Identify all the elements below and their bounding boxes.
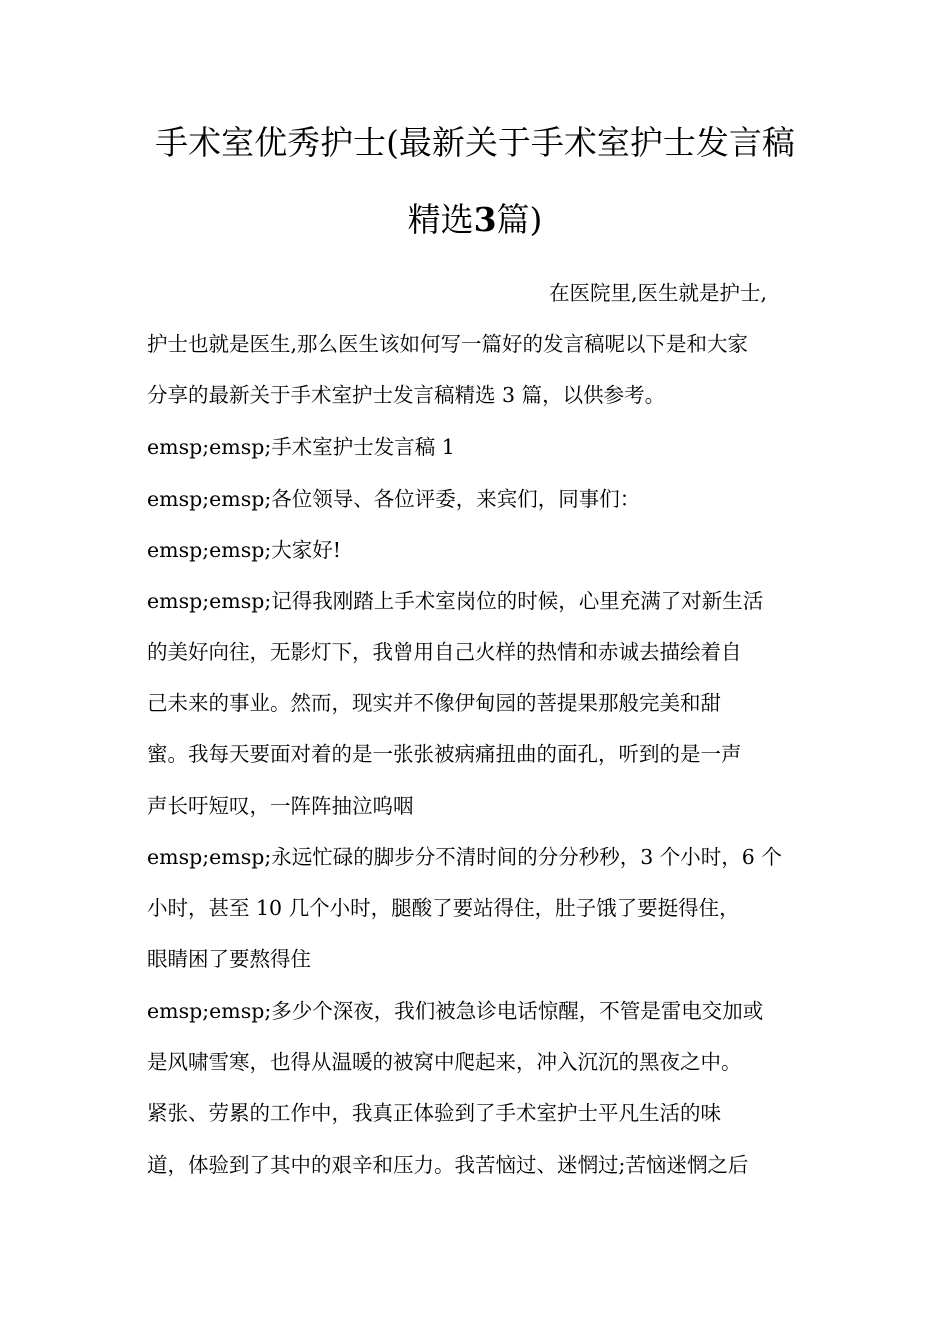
body-line: 小时，甚至 10 几个小时，腿酸了要站得住，肚子饿了要挺得住， (147, 896, 740, 920)
body-line: 在医院里,医生就是护士, (549, 281, 768, 305)
body-line: 护士也就是医生,那么医生该如何写一篇好的发言稿呢以下是和大家 (147, 332, 749, 356)
body-line: 眼睛困了要熬得住 (147, 947, 311, 971)
body-line: emsp;emsp;多少个深夜，我们被急诊电话惊醒，不管是雷电交加或 (147, 999, 764, 1023)
document-title-line-2 (120, 200, 830, 240)
document-title-line-1: 手术室优秀护士(最新关于手术室护士发言稿 (155, 123, 795, 162)
body-line: emsp;emsp;各位领导、各位评委，来宾们，同事们： (147, 487, 641, 511)
body-line: emsp;emsp;大家好! (147, 538, 341, 562)
body-line: 道，体验到了其中的艰辛和压力。我苦恼过、迷惘过;苦恼迷惘之后 (147, 1153, 749, 1177)
title-number: 3 (473, 200, 497, 239)
title-suffix: 篇) (496, 200, 543, 239)
body-line: emsp;emsp;永远忙碌的脚步分不清时间的分分秒秒，3 个小时，6 个 (147, 845, 782, 869)
body-line: 是风啸雪寒，也得从温暖的被窝中爬起来，冲入沉沉的黑夜之中。 (147, 1050, 742, 1074)
body-line: 分享的最新关于手术室护士发言稿精选 3 篇，以供参考。 (147, 383, 666, 407)
body-line: 紧张、劳累的工作中，我真正体验到了手术室护士平凡生活的味 (147, 1101, 721, 1125)
body-line: emsp;emsp;记得我刚踏上手术室岗位的时候，心里充满了对新生活 (147, 589, 764, 613)
body-line: 的美好向往，无影灯下，我曾用自己火样的热情和赤诚去描绘着自 (147, 640, 742, 664)
body-line: 蜜。我每天要面对着的是一张张被病痛扭曲的面孔，听到的是一声 (147, 742, 742, 766)
body-line: 己未来的事业。然而，现实并不像伊甸园的菩提果那般完美和甜 (147, 691, 721, 715)
title-prefix: 精选 (407, 200, 474, 239)
body-line: 声长吁短叹，一阵阵抽泣呜咽 (147, 794, 414, 818)
body-line: emsp;emsp;手术室护士发言稿 1 (147, 435, 455, 459)
